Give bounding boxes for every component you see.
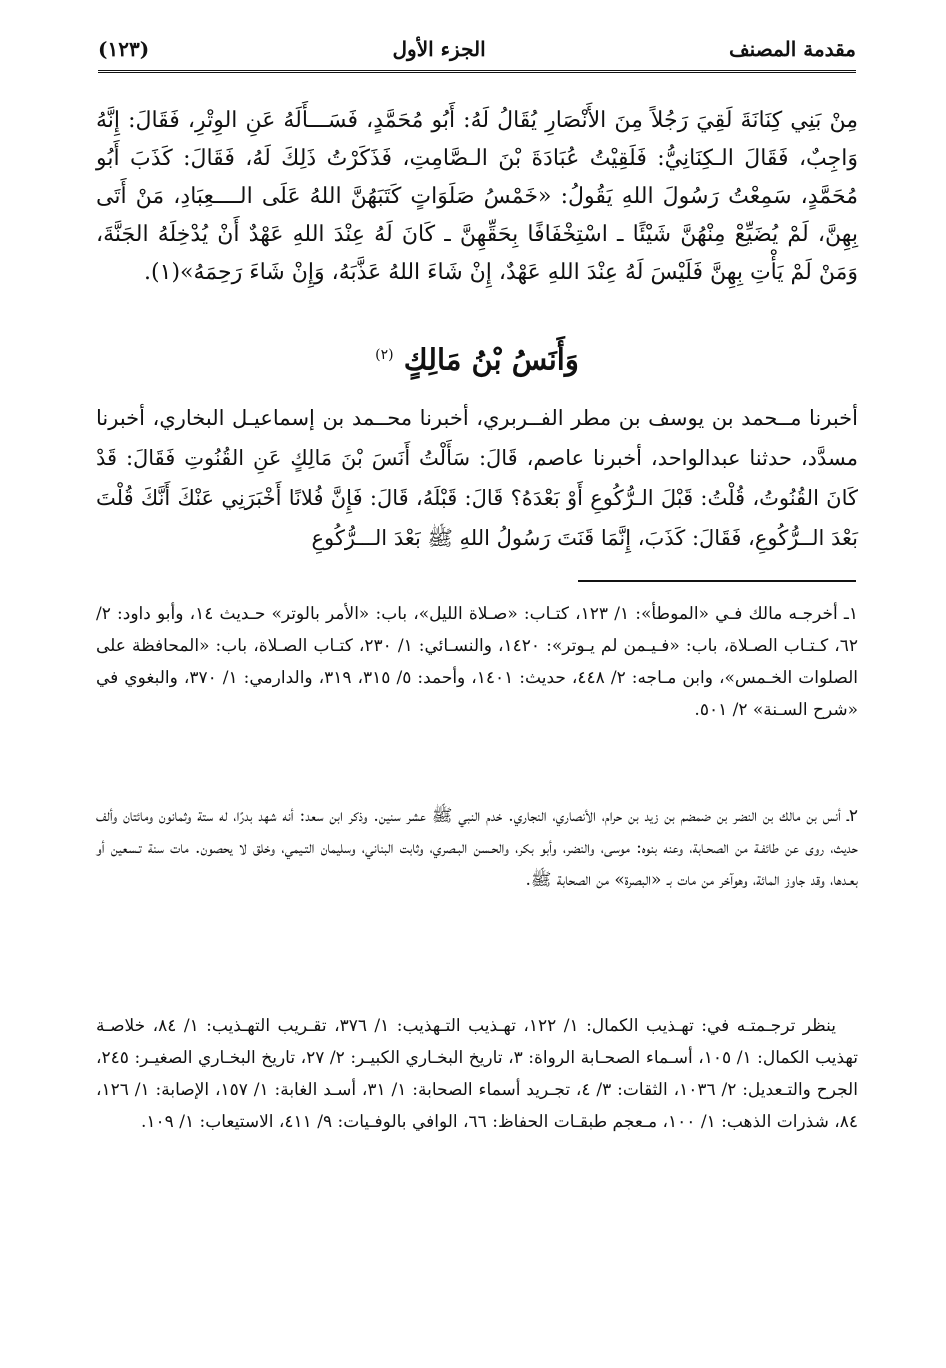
volume-title: الجزء الأول (392, 37, 486, 61)
narrator-heading-note-ref: (٢) (375, 347, 394, 363)
hadith-text: مِنْ بَنِي كِنَانَةَ لَقِيَ رَجُلاً مِنَ الأَنْصَارِ يُقَالُ لَهُ: أَبُو مُحَمَّدٍ، فَسَـــأَلَهُ عَنِ الوِتْرِ، فَقَالَ: إِنَّهُ وَاجِبٌ، فَقَالَ الـكِنَانِيُّ: فَلَقِيْتُ عُبَادَةَ بْنَ الـصَّامِتِ، فَذَكَرْتُ ذَلِكَ لَهُ، فَقَالَ: كَذَبَ أَبُو مُحَمَّدٍ، سَمِعْتُ رَسُولَ اللهِ يَقُولُ: «خَمْسُ صَلَوَاتٍ كَتَبَهُنَّ اللهُ عَلَى الــــعِبَادِ، مَنْ أَتَى بِهِنَّ، لَمْ يُضَيِّعْ مِنْهُنَّ شَيْئًا ـ اسْتِخْفَافًا بِحَقِّهِنَّ ـ كَانَ لَهُ عِنْدَ اللهِ عَهْدٌ أَنْ يُدْخِلَهُ الجَنَّةَ، وَمَنْ لَمْ يَأْتِ بِهِنَّ فَلَيْسَ لَهُ عِنْدَ اللهِ عَهْدٌ، إِنْ شَاءَ اللهُ عَذَّبَهُ، وَإِنْ شَاءَ رَحِمَهُ»(١). (96, 108, 858, 285)
footnote-references-text: ينظر ترجـمتـه في: تهـذيب الكمال: ١/ ١٢٢، تهـذيب التـهذيب: ١/ ٣٧٦، تقـريب التهـذيب: ١/ ٨٤، خلاصـة تهذيب الكمال: ١/ ١٠٥، أسـماء الصحـابة الرواة: ٣، تاريخ البخـاري الكبيـر: ٢/ ٢٧، تاريخ البخـاري الصغيـر: ٢٤٥، الجرح والتـعديل: ٢/ ١٠٣٦، الثقات: ٣/ ٤، تجـريد أسماء الصحابة: ١/ ٣١، أسـد الغابة: ١/ ١٥٧، الإصابة: ١/ ١٢٦، ٨٤، شذرات الذهب: ١/ ١٠٠، مـعجم طبقـات الحفاظ: ٦٦، الوافي بالوفـيات: ٩/ ٤١١، الاستيعاب: ١/ ١٠٩. (96, 1016, 858, 1132)
narrator-heading (96, 335, 858, 380)
footnote-2: ٢ـ أنس بن مالك بن النضر بن ضمضم بن زيد بن حرام، الأنصاري، النجاري. خدم النبي ﷺ عشر سنين. وذكر ابن سعد: أنه شهد بدرًا، له ستة وثمانون ومائتان وألف حديث، روى عن طائفـة من الصحـابة، وعنه بنوه: موسى، والنضر، وأبو بكر، والحـسن البـصري، وثابت البناني، وسليمان التـيمي، وخلق لا يحصون. مات سنة تـسعين أو بعـدها، وقد جاوز المائة، وهوآخر من مات بـ «البصرة» من الصحابة ﷺ. (96, 806, 858, 890)
narration-text: أخبرنا مــحمد بن يوسف بن مطر الفــربري، أخبرنا محــمد بن إسماعيـل البخاري، أخبرنا مسدَّد، حدثنا عبدالواحد، أخبرنا عاصم، قَالَ: سَأَلْتُ أَنَسَ بْنَ مَالِكٍ عَنِ القُنُوتِ فَقَالَ: قَدْ كَانَ القُنُوتُ، قُلْتُ: قَبْلَ الـرُّكُوعِ أَوْ بَعْدَهُ؟ قَالَ: قَبْلَهُ، قَالَ: فَإِنَّ فُلانًا أَخْبَرَنِي عَنْكَ أَنَّكَ قُلْتَ بَعْدَ الــرُّكُوعِ، فَقَالَ: كَذَبَ، إِنَّمَا قَنَتَ رَسُولُ اللهِ ﷺ بَعْدَ الـــرُّكُوعِ (96, 406, 858, 550)
page-number: (١٢٣) (98, 37, 150, 61)
narrator-heading-title: وَأَنَسُ بْنُ مَالِكٍ (403, 342, 579, 377)
footnote-references (96, 1010, 858, 1138)
footnote-1: ١ـ أخرجـه مالك فـي «الموطأ»: ١/ ١٢٣، كتـاب: «صـلاة الليل»، باب: «الأمر بالوتر» حـديث ١٤، وأبو داود: ٢/ ٦٢، كـتـاب الصـلاة، باب: «فـيـمن لم يـوتر»: ١٤٢٠، والنسـائي: ١/ ٢٣٠، كتـاب الصـلاة، باب: «المحافظة على الصلوات الخـمس»، وابن مـاجه: ٢/ ٤٤٨، حديث: ١٤٠١، وأحمد: ٥/ ٣١٥، ٣١٩، والدارمي: ١/ ٣٧٠، والبغوي في «شرح السـنة» ٢/ ٥٠١. (96, 604, 859, 720)
page-header (98, 28, 856, 73)
footnote-separator (578, 580, 856, 582)
book-section-title: مقدمة المصنف (728, 37, 856, 61)
